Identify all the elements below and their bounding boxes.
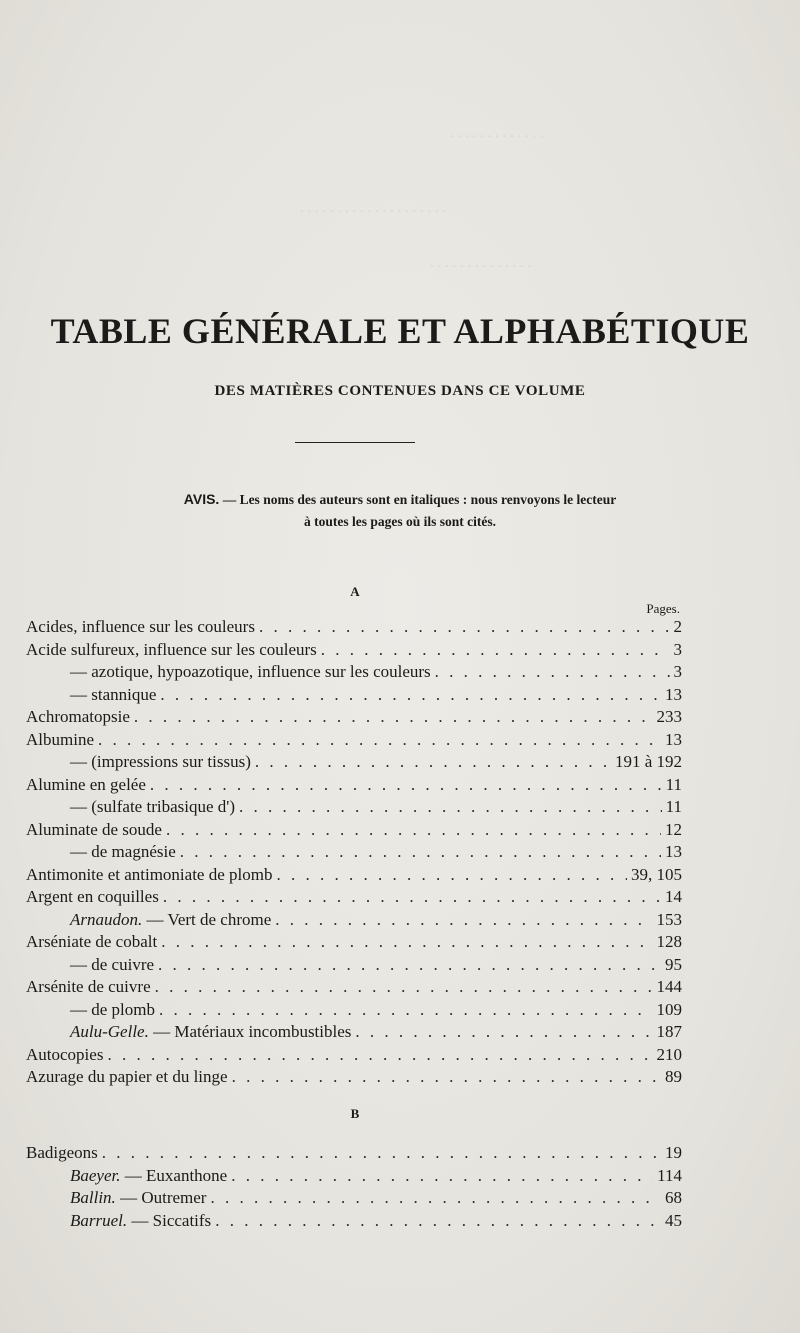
entry-label <box>26 640 317 660</box>
dot-leader <box>180 842 661 862</box>
index-entry <box>26 887 682 909</box>
entry-label <box>26 617 255 637</box>
entry-label <box>70 1166 227 1186</box>
entry-text: Arséniate de cobalt <box>26 932 158 951</box>
index-entry <box>26 662 682 684</box>
entry-text: — stannique <box>70 684 157 704</box>
entry-label <box>70 752 251 772</box>
entry-page-number: 45 <box>665 1210 682 1230</box>
entry-label <box>70 842 176 862</box>
dot-leader <box>255 752 611 772</box>
entry-page-number: 11 <box>665 774 682 794</box>
entry-text: — (sulfate tribasique d') <box>70 797 235 816</box>
entry-text: Acide sulfureux, influence sur les couleurs <box>26 639 317 659</box>
entry-text: — Outremer <box>115 1188 207 1207</box>
index-entry <box>26 685 682 707</box>
notice-line-1 <box>86 488 714 511</box>
dot-leader <box>134 707 653 727</box>
index-entry <box>26 842 682 864</box>
index-entry <box>26 1000 682 1022</box>
index-entry <box>26 1022 682 1044</box>
entry-label <box>70 1022 351 1042</box>
entry-page-number: 95 <box>665 954 682 974</box>
dot-leader <box>231 1166 653 1186</box>
entry-label <box>26 1067 228 1087</box>
index-entry <box>26 1166 682 1188</box>
entry-page-number: 13 <box>665 842 682 861</box>
page-title: TABLE GÉNÉRALE ET ALPHABÉTIQUE <box>50 311 750 351</box>
entry-text: — Siccatifs <box>127 1210 212 1230</box>
dot-leader <box>259 617 670 637</box>
index-entry <box>26 955 682 977</box>
index-entry <box>26 640 682 662</box>
index-entry <box>26 865 682 887</box>
entry-page-number: 39, 105 <box>631 864 682 884</box>
index-entry <box>26 752 682 774</box>
entry-page-number: 191 à 192 <box>614 752 682 771</box>
entry-text: Autocopies <box>26 1044 104 1064</box>
dot-leader <box>160 685 661 705</box>
notice-line-2: à toutes les pages où ils sont cités. <box>304 514 496 529</box>
dot-leader <box>435 662 670 682</box>
bleed-through-text: . . . . . . . . . . . . . . . . . . . . <box>300 200 447 216</box>
entry-text: Azurage du papier et du linge <box>26 1067 228 1086</box>
dot-leader <box>210 1188 661 1208</box>
dot-leader <box>215 1211 661 1231</box>
entry-text: Badigeons <box>26 1143 98 1162</box>
dot-leader <box>232 1067 661 1087</box>
entry-text: Antimonite et antimoniate de plomb <box>26 864 273 884</box>
entry-page-number: 210 <box>656 1044 682 1064</box>
dot-leader <box>276 865 627 885</box>
dot-leader <box>98 730 661 750</box>
entry-text: — azotique, hypoazotique, influence sur les couleurs <box>70 662 431 681</box>
entry-label <box>70 662 431 682</box>
entry-label <box>26 887 159 907</box>
entry-label <box>26 1045 103 1065</box>
index-entry <box>26 707 682 729</box>
notice-label: AVIS. <box>183 491 220 507</box>
entry-author: Ballin. <box>70 1188 116 1207</box>
entry-label <box>26 707 130 727</box>
entry-text: — de plomb <box>70 999 155 1019</box>
entry-page-number: 128 <box>656 932 682 951</box>
dot-leader <box>321 640 670 660</box>
dot-leader <box>161 932 652 952</box>
entry-page-number: 13 <box>665 684 682 704</box>
bleed-through-text: . . . . . . . . . . . . . <box>450 125 544 141</box>
entry-label <box>70 955 154 975</box>
section-letter-a: A <box>350 584 360 599</box>
dot-leader <box>159 1000 653 1020</box>
index-entry <box>26 1143 682 1165</box>
entry-page-number: 13 <box>665 729 682 749</box>
entry-label <box>70 910 271 930</box>
notice <box>86 488 714 533</box>
entry-page-number: 109 <box>656 999 682 1019</box>
entry-label <box>26 865 272 885</box>
entry-page-number: 153 <box>656 909 682 929</box>
entry-label <box>26 932 157 952</box>
index-entry <box>26 1067 682 1089</box>
entry-page-number: 68 <box>665 1188 682 1207</box>
entry-text: Albumine <box>26 729 94 749</box>
entry-page-number: 187 <box>656 1022 682 1041</box>
entry-page-number: 2 <box>673 617 682 636</box>
entry-author: Baeyer. <box>70 1165 121 1185</box>
index-entry <box>26 910 682 932</box>
entry-label <box>26 730 94 750</box>
entry-text: Alumine en gelée <box>26 774 146 794</box>
entry-page-number: 11 <box>665 797 682 816</box>
pages-column-label: Pages. <box>646 601 680 616</box>
entry-page-number: 3 <box>673 662 682 681</box>
index-entry <box>26 932 682 954</box>
entry-page-number: 14 <box>665 887 682 906</box>
entry-label <box>26 1143 98 1163</box>
entry-text: — (impressions sur tissus) <box>70 752 251 771</box>
index-entry <box>26 730 682 752</box>
index-entry <box>26 977 682 999</box>
entry-label <box>70 685 156 705</box>
bleed-through-text: . . . . . . . . . . . . . . <box>430 255 532 271</box>
entry-text: Achromatopsie <box>26 707 130 726</box>
entry-text: Arsénite de cuivre <box>26 977 151 996</box>
title-divider <box>295 442 415 443</box>
dot-leader <box>155 977 653 997</box>
entry-page-number: 114 <box>657 1165 682 1185</box>
entry-page-number: 12 <box>665 819 682 839</box>
entry-label <box>26 775 146 795</box>
page-subtitle: DES MATIÈRES CONTENUES DANS CE VOLUME <box>214 383 586 399</box>
entry-page-number: 19 <box>665 1143 682 1162</box>
entry-label <box>26 820 162 840</box>
dot-leader <box>107 1045 652 1065</box>
dot-leader <box>158 955 661 975</box>
entry-page-number: 3 <box>673 639 682 659</box>
index-entry <box>26 1211 682 1233</box>
entry-text: — Euxanthone <box>120 1165 228 1185</box>
entry-page-number: 233 <box>656 707 682 726</box>
index-entry <box>26 820 682 842</box>
entry-text: Aluminate de soude <box>26 819 162 839</box>
index-entry <box>26 775 682 797</box>
dot-leader <box>102 1143 661 1163</box>
entry-label <box>70 1000 155 1020</box>
index-entry <box>26 1188 682 1210</box>
index-entry <box>26 617 682 639</box>
dot-leader <box>239 797 662 817</box>
dot-leader <box>275 910 652 930</box>
entry-author: Barruel. <box>70 1210 128 1230</box>
entry-label <box>70 1211 211 1231</box>
entry-label <box>26 977 151 997</box>
entry-label <box>70 1188 206 1208</box>
entry-page-number: 89 <box>665 1067 682 1086</box>
entry-text: Argent en coquilles <box>26 887 159 906</box>
entry-text: — de magnésie <box>70 842 176 861</box>
section-letter-b: B <box>350 1106 360 1121</box>
notice-text: — Les noms des auteurs sont en italiques : nous renvoyons le lecteur <box>222 492 617 507</box>
dot-leader <box>150 775 662 795</box>
entry-text: — de cuivre <box>70 954 155 974</box>
dot-leader <box>163 887 661 907</box>
entry-page-number: 144 <box>656 977 682 996</box>
dot-leader <box>166 820 661 840</box>
index-entry <box>26 1045 682 1067</box>
entry-author: Aulu-Gelle. <box>70 1022 149 1041</box>
dot-leader <box>355 1022 652 1042</box>
entry-text: — Vert de chrome <box>142 909 272 929</box>
entry-author: Arnaudon. <box>70 909 143 929</box>
entry-text: — Matériaux incombustibles <box>148 1022 352 1041</box>
index-entry <box>26 797 682 819</box>
entry-label <box>70 797 235 817</box>
entry-text: Acides, influence sur les couleurs <box>26 617 255 636</box>
